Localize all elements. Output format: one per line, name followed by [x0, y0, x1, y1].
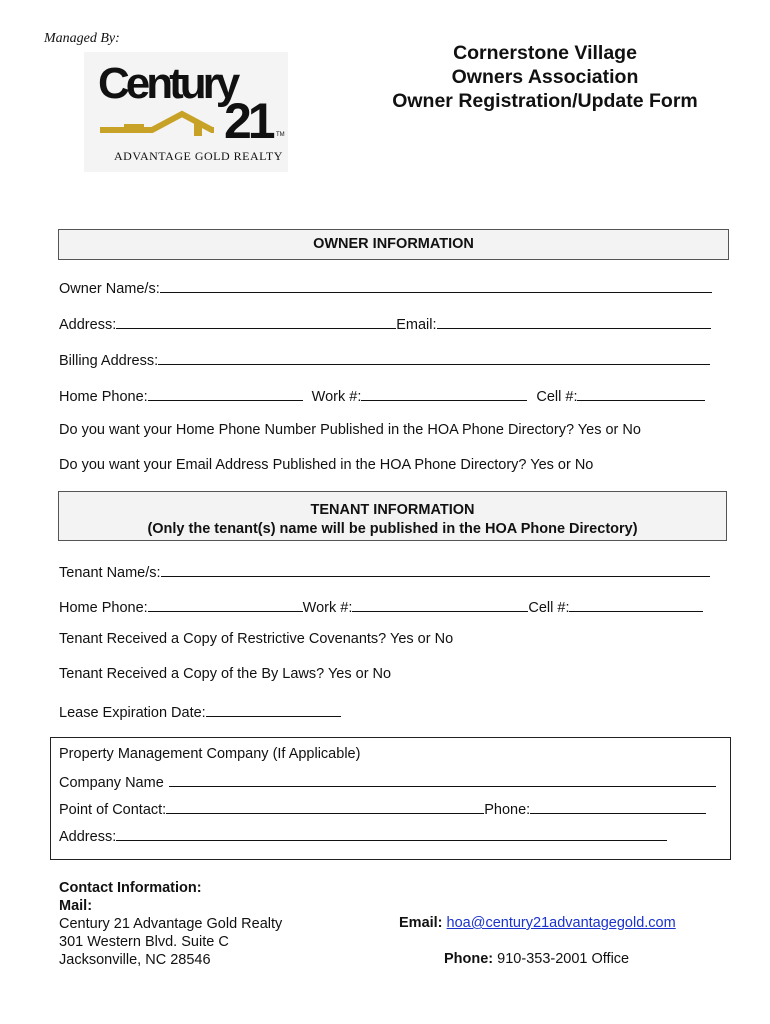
billing-address-label: Billing Address: [59, 353, 159, 369]
bylaws-question: Tenant Received a Copy of the By Laws? Yes or No [59, 666, 392, 682]
tenant-names-field[interactable] [161, 562, 710, 577]
point-of-contact-label: Point of Contact: [59, 802, 167, 818]
covenants-question: Tenant Received a Copy of Restrictive Covenants? Yes or No [59, 631, 454, 647]
contact-email-label: Email: [399, 915, 443, 931]
managed-by-label: Managed By: [44, 31, 120, 46]
owner-names-row [59, 278, 712, 297]
century21-logo-graphic [84, 52, 288, 172]
company-name-label: Company Name [59, 775, 164, 791]
pm-phone-field[interactable] [530, 799, 706, 814]
svg-text:ADVANTAGE GOLD REALTY: ADVANTAGE GOLD REALTY [114, 149, 283, 163]
owner-address-label: Address: [59, 317, 117, 333]
tenant-home-phone-field[interactable] [148, 597, 303, 612]
tenant-phone-row [59, 597, 703, 616]
title-line-2: Owners Association [451, 66, 639, 88]
contact-city: Jacksonville, NC 28546 [59, 952, 211, 968]
point-of-contact-row [59, 799, 706, 818]
title-line-1: Cornerstone Village [453, 42, 637, 64]
property-management-heading: Property Management Company (If Applicable) [59, 746, 361, 762]
tenant-section-subheading: (Only the tenant(s) name will be published in the HOA Phone Directory) [147, 521, 638, 537]
billing-address-row [59, 350, 710, 369]
lease-expiration-label: Lease Expiration Date: [59, 705, 206, 721]
billing-address-field[interactable] [158, 350, 710, 365]
owner-cell-field[interactable] [577, 386, 705, 401]
tenant-cell-field[interactable] [569, 597, 703, 612]
form-title [380, 41, 710, 113]
tenant-section-heading-box [58, 491, 727, 541]
title-line-3: Owner Registration/Update Form [392, 90, 698, 112]
point-of-contact-field[interactable] [166, 799, 484, 814]
pm-address-label: Address: [59, 829, 117, 845]
svg-text:21: 21 [224, 93, 272, 149]
company-name-field[interactable] [169, 772, 716, 787]
owner-phone-row [59, 386, 705, 405]
tenant-names-label: Tenant Name/s: [59, 565, 161, 581]
tenant-home-phone-label: Home Phone: [59, 600, 148, 616]
pm-address-row [59, 826, 667, 845]
contact-name: Century 21 Advantage Gold Realty [59, 916, 283, 932]
pm-phone-label: Phone: [484, 802, 531, 818]
mail-label: Mail: [59, 898, 93, 914]
svg-text:Century: Century [98, 59, 237, 108]
contact-phone-value: 910-353-2001 Office [497, 951, 630, 967]
contact-street: 301 Western Blvd. Suite C [59, 934, 229, 950]
owner-email-label: Email: [396, 317, 437, 333]
contact-heading: Contact Information: [59, 880, 202, 896]
contact-email-row [399, 915, 676, 931]
svg-text:TM: TM [276, 132, 285, 138]
tenant-work-field[interactable] [352, 597, 528, 612]
owner-section-heading: OWNER INFORMATION [313, 236, 474, 252]
lease-expiration-field[interactable] [206, 702, 341, 717]
tenant-names-row [59, 562, 710, 581]
contact-phone-row [444, 951, 629, 967]
owner-address-field[interactable] [116, 314, 396, 329]
tenant-cell-label: Cell #: [528, 600, 570, 616]
owner-address-row [59, 314, 711, 333]
pm-address-field[interactable] [116, 826, 667, 841]
company-name-row [59, 772, 716, 791]
owner-home-phone-label: Home Phone: [59, 389, 148, 405]
owner-section-heading-box [58, 229, 729, 260]
owner-work-label: Work #: [311, 389, 362, 405]
owner-home-phone-field[interactable] [148, 386, 303, 401]
owner-email-field[interactable] [437, 314, 711, 329]
contact-info-block [59, 879, 282, 969]
century21-logo [84, 52, 288, 172]
owner-cell-label: Cell #: [536, 389, 578, 405]
tenant-section-heading: TENANT INFORMATION [310, 502, 475, 518]
owner-names-label: Owner Name/s: [59, 281, 160, 297]
contact-phone-label: Phone: [444, 951, 494, 967]
owner-names-field[interactable] [160, 278, 712, 293]
lease-expiration-row [59, 702, 341, 721]
email-directory-question: Do you want your Email Address Published in the HOA Phone Directory? Yes or No [59, 457, 594, 473]
contact-email-link[interactable]: hoa@century21advantagegold.com [446, 915, 676, 931]
phone-directory-question: Do you want your Home Phone Number Published in the HOA Phone Directory? Yes or No [59, 422, 641, 438]
tenant-work-label: Work #: [302, 600, 353, 616]
owner-work-field[interactable] [361, 386, 527, 401]
